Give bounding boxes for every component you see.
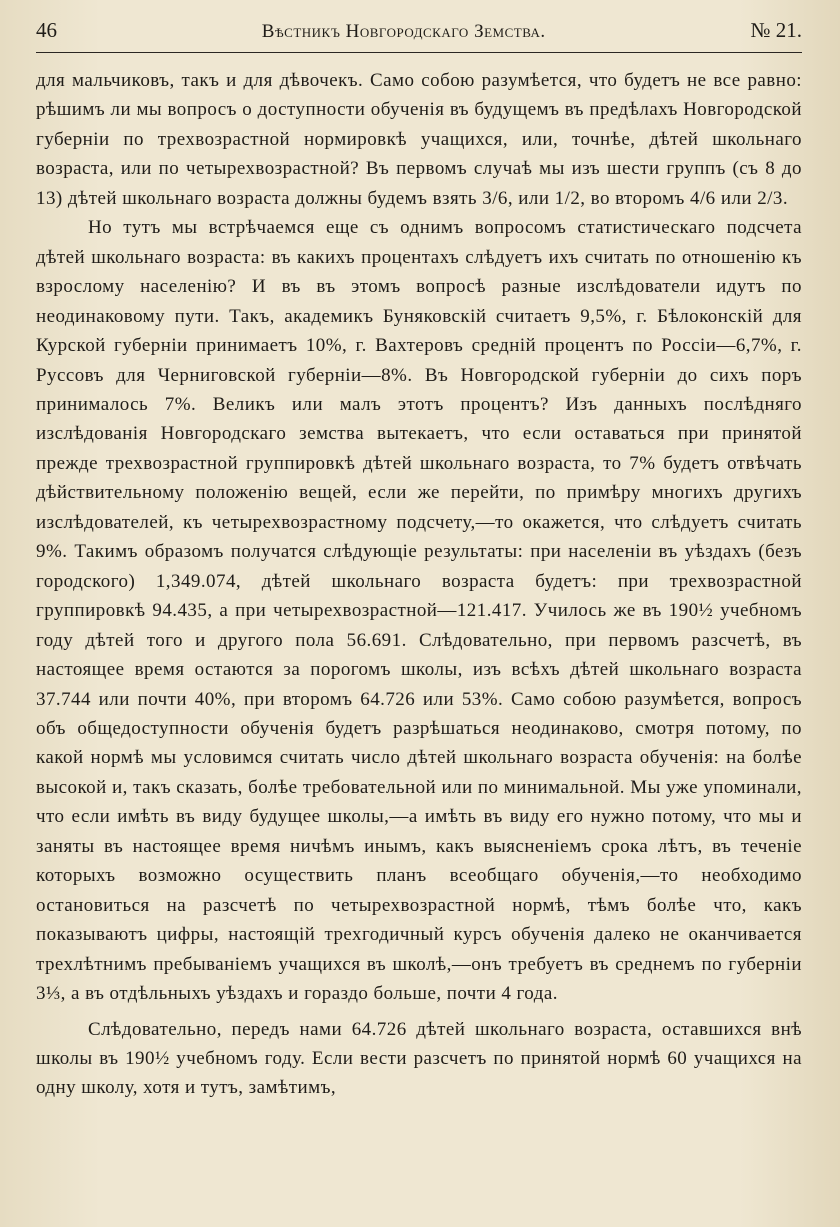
paragraph-2: Но тутъ мы встрѣчаемся еще съ однимъ вопросомъ статистическаго подсчета дѣтей школьнаго возраста: въ какихъ процентахъ слѣдуетъ ихъ считать по отношенію къ взрослому населенію? И въ въ этомъ вопросѣ разные изслѣдователи идутъ по неодинаковому пути. Такъ, академикъ Буняковскій считаетъ 9,5%, г. Бѣлоконскій для Курской губерніи принимаетъ 10%, г. Вахтеровъ средній процентъ по Россіи—6,7%, г. Руссовъ для Черниговской губерніи—8%. Въ Новгородской губерніи до сихъ поръ принималось 7%. Великъ или малъ этотъ процентъ? Изъ данныхъ послѣдняго изслѣдованія Новгородскаго земства вытекаетъ, что если оставаться при принятой прежде трехвозрастной группировкѣ дѣтей школьнаго возраста, то 7% будетъ отвѣчать дѣйствительному положенію вещей, если же перейти, по примѣру многихъ другихъ изслѣдователей, къ четырехвозрастному подсчету,—то окажется, что слѣдуетъ считать 9%. Такимъ образомъ получатся слѣдующіе результаты: при населеніи въ уѣздахъ (безъ городского) 1,349.074, дѣтей школьнаго возраста будетъ: при трехвозрастной группировкѣ 94.435, а при четырехвозрастной—121.417. Училось же въ 190½ учебномъ году дѣтей того и другого пола 56.691. Слѣдовательно, при первомъ разсчетѣ, въ настоящее время остаются за порогомъ школы, изъ всѣхъ дѣтей школьнаго возраста 37.744 или почти 40%, при второмъ 64.726 или 53%. Само собою разумѣется, вопросъ объ общедоступности обученія будетъ разрѣшаться неодинаково, смотря потому, по какой нормѣ мы условимся считать число дѣтей школьнаго возраста обученія: на болѣе высокой и, такъ сказать, болѣе требовательной или по минимальной. Мы уже упоминали, что если имѣть въ виду будущее школы,—а имѣть въ виду его нужно потому, что мы и заняты въ настоящее время ничѣмъ инымъ, какъ выясненіемъ срока лѣтъ, въ теченіе которыхъ возможно осуществить планъ всеобщаго обученія,—то необходимо остановиться на разсчетѣ по четырехвозрастной нормѣ, тѣмъ болѣе что, какъ показываютъ цифры, настоящій трехгодичный курсъ обученія далеко не оканчивается трехлѣтнимъ пребываніемъ учащихся въ школѣ,—онъ требуетъ въ среднемъ по губерніи 3⅓, а въ отдѣльныхъ уѣздахъ и гораздо больше, почти 4 года. bbox=[36, 217, 802, 1005]
paragraph-3: Слѣдовательно, передъ нами 64.726 дѣтей школьнаго возраста, оставшихся внѣ школы въ 190½ учебномъ году. Если вести разсчетъ по принятой нормѣ 60 учащихся на одну школу, хотя и тутъ, замѣтимъ, bbox=[36, 1018, 802, 1099]
paragraph-1: для мальчиковъ, такъ и для дѣвочекъ. Само собою разумѣется, что будетъ не все равно: рѣшимъ ли мы вопросъ о доступности обученія въ будущемъ въ предѣлахъ Новгородской губерніи по трехвозрастной нормировкѣ учащихся, или, точнѣе, дѣтей школьнаго возраста, или по четырехвозрастной? Въ первомъ случаѣ мы изъ шести группъ (съ 8 до 13) дѣтей школьнаго возраста должны будемъ взять 3/6, или 1/2, во второмъ 4/6 или 2/3. bbox=[36, 70, 802, 209]
header-rule bbox=[36, 52, 802, 53]
journal-title: Вѣстникъ Новгородскаго Земства. bbox=[261, 21, 546, 42]
issue-number: № 21. bbox=[750, 18, 802, 42]
running-head bbox=[36, 18, 802, 52]
page-number: 46 bbox=[36, 18, 57, 42]
body-text bbox=[36, 66, 802, 1103]
